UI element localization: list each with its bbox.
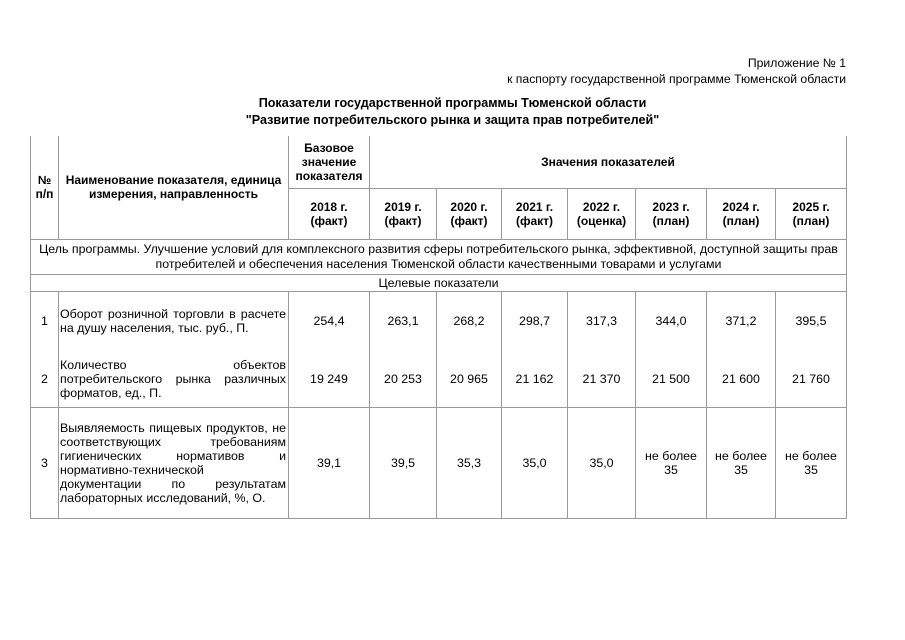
- value-cell: 254,4: [289, 291, 370, 351]
- header-col-base: Базовое значение показателя: [289, 136, 370, 188]
- header-col-values: Значения показателей: [370, 136, 847, 188]
- value-cell: 19 249: [289, 351, 370, 407]
- table-row: [31, 351, 847, 407]
- value-cell: не более 35: [707, 407, 776, 518]
- year-label: 2022 г.: [582, 199, 621, 214]
- year-label: 2025 г.: [792, 199, 830, 214]
- section-title: Целевые показатели: [31, 274, 847, 291]
- year-label: 2021 г.: [515, 199, 554, 214]
- header-year-cell: [289, 188, 370, 239]
- value-cell: 263,1: [370, 291, 437, 351]
- year-status: (факт): [310, 213, 348, 228]
- year-status: (факт): [450, 213, 488, 228]
- appendix-line-1: Приложение № 1: [747, 56, 846, 70]
- value-cell: 395,5: [776, 291, 847, 351]
- appendix-line-2: к паспорту государственной программе Тюменской области: [507, 72, 846, 86]
- header-col-name: Наименование показателя, единица измерения, направленность: [59, 136, 289, 239]
- year-status: (факт): [384, 213, 422, 228]
- table-row: [31, 407, 847, 518]
- appendix-header: [246, 55, 846, 87]
- value-cell: 35,3: [437, 407, 502, 518]
- value-cell: 21 760: [776, 351, 847, 407]
- year-label: 2019 г.: [384, 199, 422, 214]
- value-cell: 21 600: [707, 351, 776, 407]
- value-cell: 298,7: [502, 291, 568, 351]
- header-year-cell: [636, 188, 707, 239]
- value-cell: не более 35: [776, 407, 847, 518]
- value-cell: 20 253: [370, 351, 437, 407]
- title-line-2: "Развитие потребительского рынка и защита прав потребителей": [245, 113, 660, 127]
- row-number: 3: [31, 407, 59, 518]
- indicator-name: Выявляемость пищевых продуктов, не соответствующих требованиям гигиенических нормативов и нормативно-технической документации по результатам лабораторных исследований, %, О.: [59, 407, 289, 518]
- value-cell: 21 370: [568, 351, 636, 407]
- title-line-1: Показатели государственной программы Тюменской области: [258, 96, 647, 110]
- header-year-cell: [437, 188, 502, 239]
- header-year-cell: [502, 188, 568, 239]
- value-cell: 317,3: [568, 291, 636, 351]
- row-number: 1: [31, 291, 59, 351]
- value-cell: 21 500: [636, 351, 707, 407]
- row-number: 2: [31, 351, 59, 407]
- indicator-name: Оборот розничной торговли в расчете на душу населения, тыс. руб., П.: [59, 291, 289, 351]
- document-title: [80, 95, 825, 129]
- value-cell: 39,5: [370, 407, 437, 518]
- year-label: 2023 г.: [652, 199, 690, 214]
- header-year-cell: [707, 188, 776, 239]
- goal-row: [31, 239, 847, 274]
- table-row: [31, 291, 847, 351]
- year-label: 2018 г.: [310, 199, 348, 214]
- value-cell: 21 162: [502, 351, 568, 407]
- value-cell: 268,2: [437, 291, 502, 351]
- year-status: (план): [722, 213, 760, 228]
- value-cell: не более 35: [636, 407, 707, 518]
- year-label: 2020 г.: [450, 199, 488, 214]
- header-row-1: [31, 136, 847, 188]
- header-year-cell: [370, 188, 437, 239]
- value-cell: 20 965: [437, 351, 502, 407]
- value-cell: 371,2: [707, 291, 776, 351]
- indicators-table: [30, 136, 847, 519]
- year-label: 2024 г.: [722, 199, 760, 214]
- value-cell: 35,0: [568, 407, 636, 518]
- header-year-cell: [776, 188, 847, 239]
- value-cell: 39,1: [289, 407, 370, 518]
- value-cell: 344,0: [636, 291, 707, 351]
- header-year-cell: [568, 188, 636, 239]
- year-status: (оценка): [576, 213, 627, 228]
- year-status: (факт): [515, 213, 554, 228]
- year-status: (план): [792, 213, 830, 228]
- program-goal: Цель программы. Улучшение условий для комплексного развития сферы потребительского рынка, эффективной, доступной защиты прав потребителей и обеспечения населения Тюменской области качественными товарами и услугами: [31, 239, 847, 274]
- value-cell: 35,0: [502, 407, 568, 518]
- section-row: [31, 274, 847, 291]
- year-status: (план): [652, 213, 690, 228]
- header-col-no: № п/п: [31, 136, 59, 239]
- indicator-name: Количество объектов потребительского рынка различных форматов, ед., П.: [59, 351, 289, 407]
